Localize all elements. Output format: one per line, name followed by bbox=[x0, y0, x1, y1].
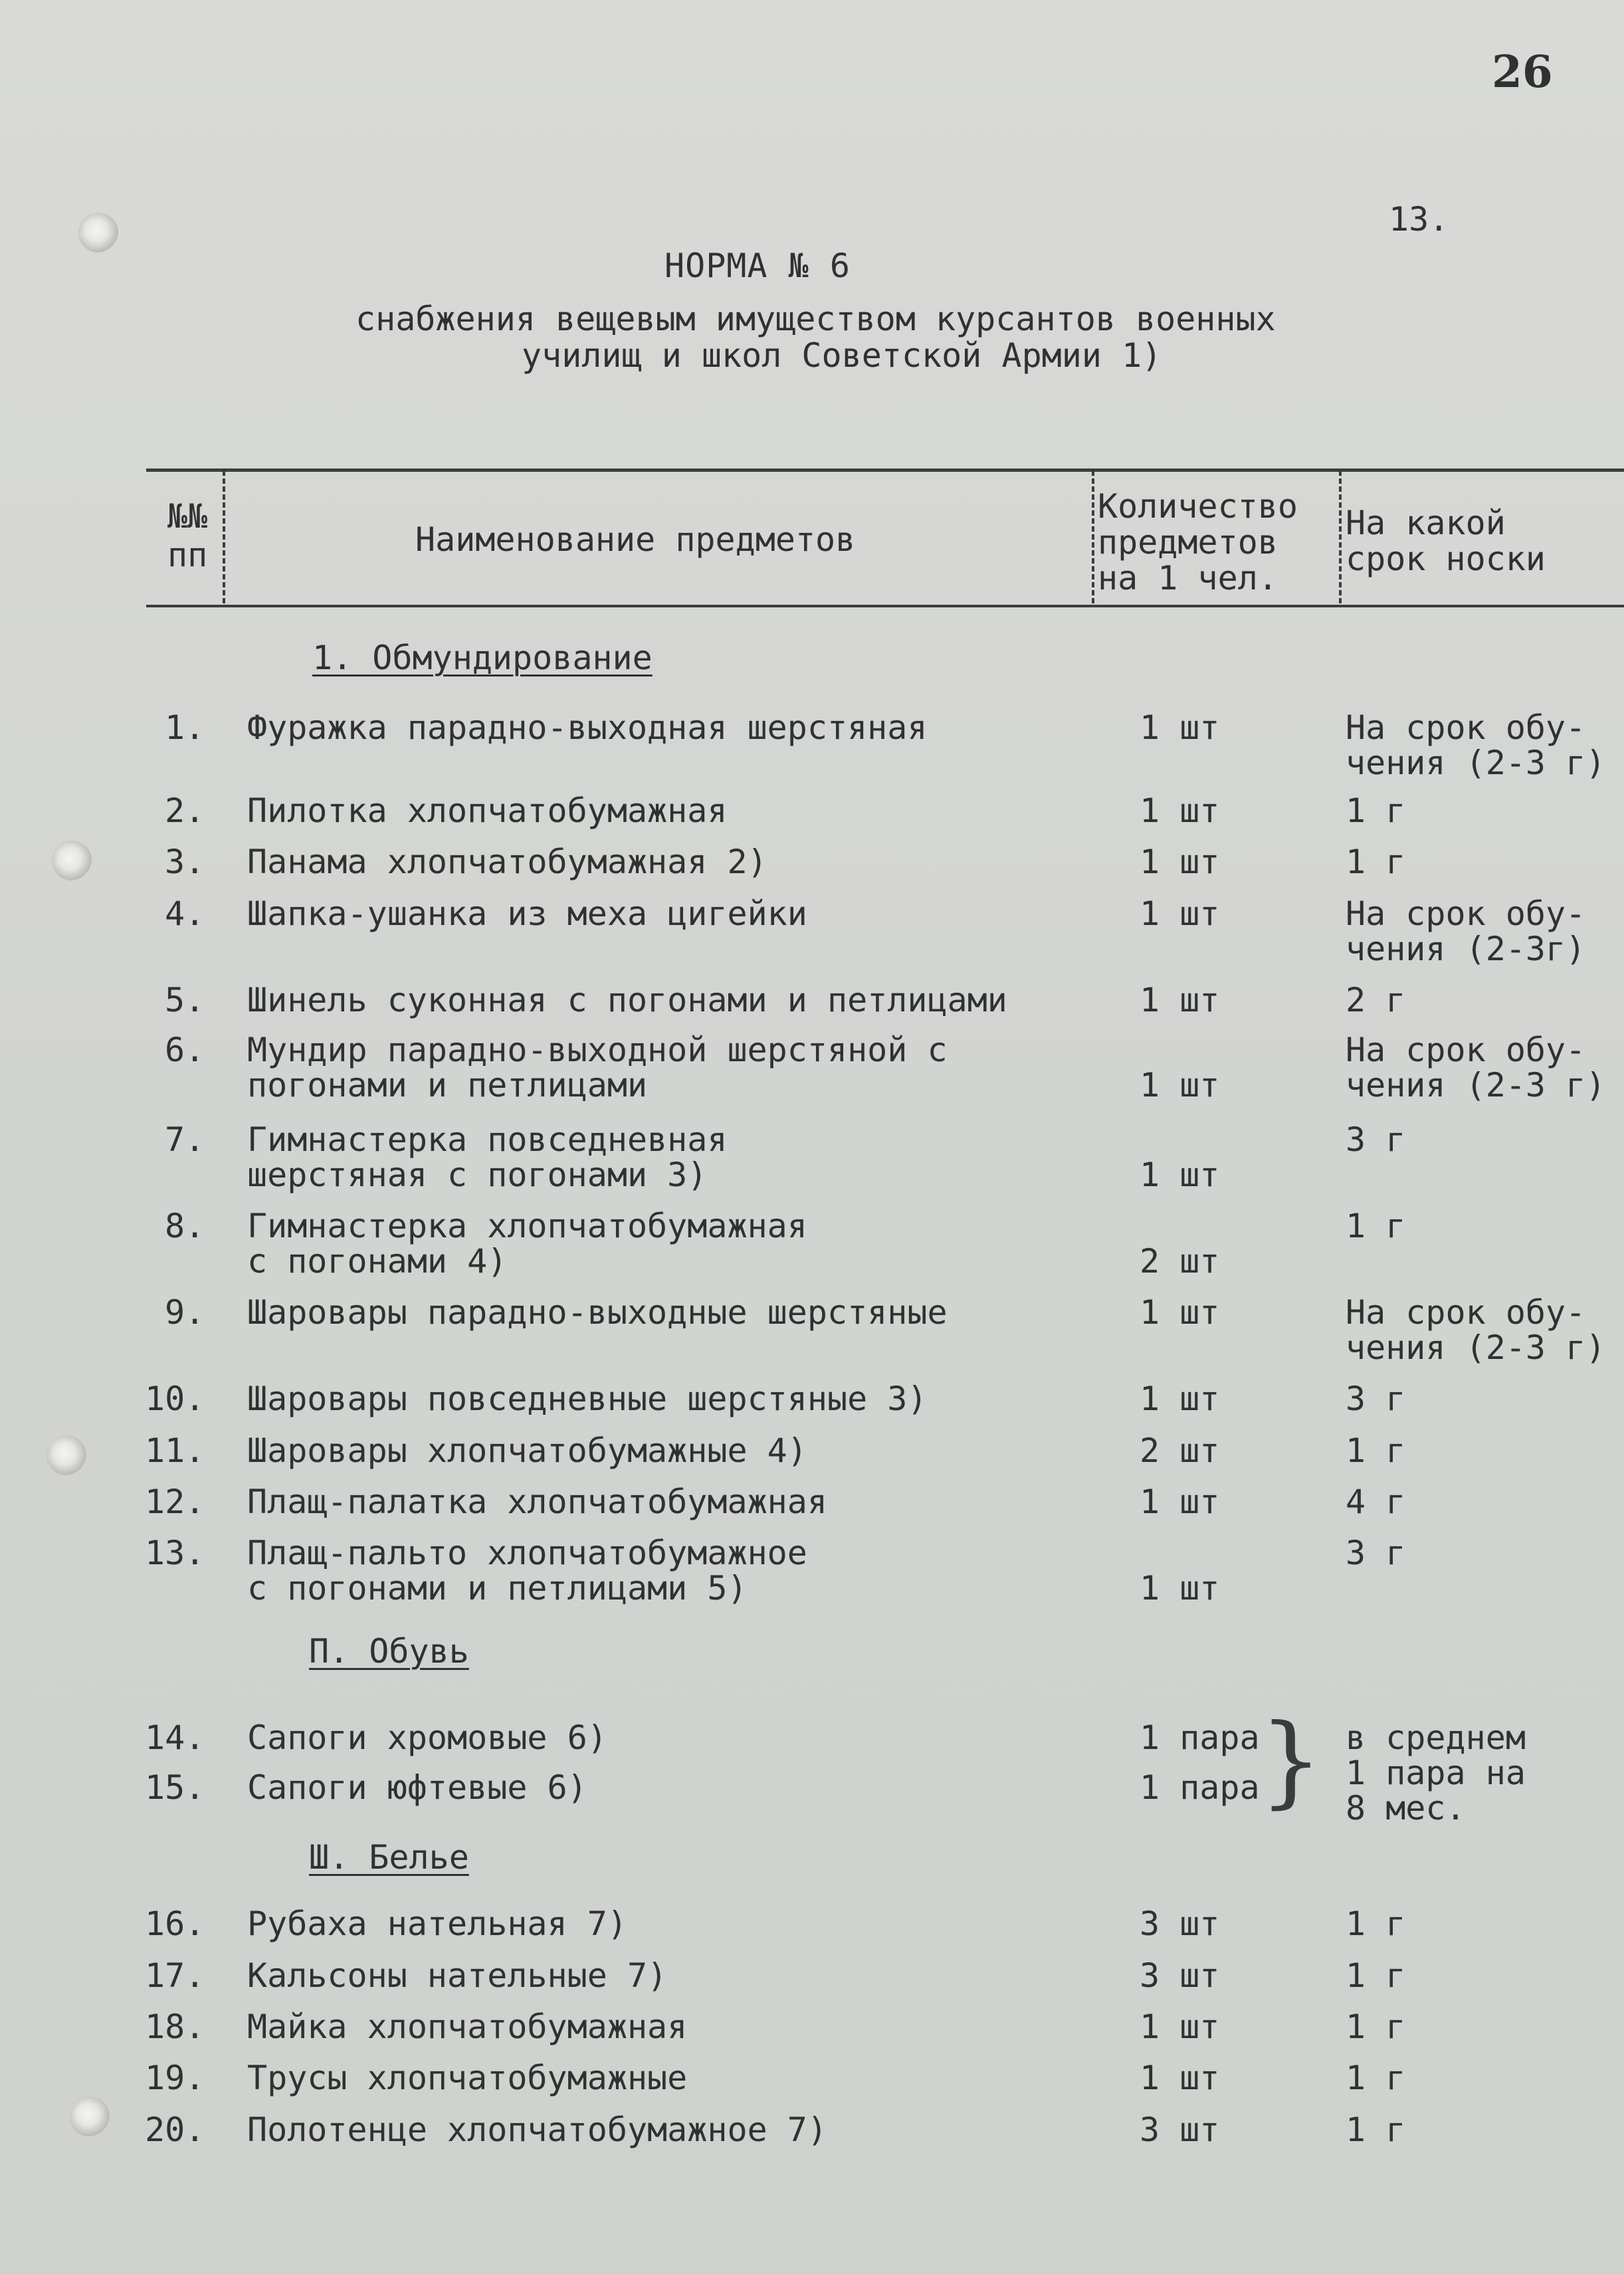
row-term-cont: чения (2-3 г) bbox=[1346, 744, 1606, 782]
row-term: 1 г bbox=[1346, 843, 1406, 881]
row-number: 2. bbox=[165, 791, 205, 830]
punch-hole bbox=[47, 1435, 86, 1475]
row-item-name: Панама хлопчатобумажная 2) bbox=[247, 843, 767, 881]
row-item-name: Плащ-пальто хлопчатобумажное bbox=[247, 1534, 807, 1572]
row-number: 17. bbox=[145, 1956, 205, 1995]
row-item-name-cont: погонами и петлицами bbox=[247, 1066, 648, 1104]
row-number: 3. bbox=[165, 843, 205, 881]
column-header-name: Наименование предметов bbox=[415, 520, 856, 559]
column-header-term-2: срок носки bbox=[1346, 540, 1546, 578]
row-quantity: 3 шт bbox=[1140, 1956, 1220, 1995]
row-quantity: 1 шт bbox=[1140, 1380, 1220, 1418]
table-header-bottom-rule bbox=[146, 605, 1624, 607]
row-number: 15. bbox=[145, 1768, 205, 1807]
row-number: 14. bbox=[145, 1718, 205, 1757]
table-top-rule bbox=[146, 468, 1624, 472]
row-item-name: Мундир парадно-выходной шерстяной с bbox=[247, 1031, 948, 1069]
row-quantity: 1 пара bbox=[1140, 1718, 1260, 1757]
row-quantity: 1 пара bbox=[1140, 1768, 1260, 1807]
row-term: 3 г bbox=[1346, 1534, 1406, 1572]
row-term: На срок обу- bbox=[1346, 1031, 1586, 1069]
boots-term-line2: 1 пара на bbox=[1346, 1754, 1526, 1792]
row-item-name: Кальсоны нательные 7) bbox=[247, 1956, 668, 1995]
column-divider bbox=[1339, 470, 1342, 603]
column-header-quantity-2: предметов bbox=[1098, 523, 1278, 562]
row-term: 1 г bbox=[1346, 2111, 1406, 2149]
row-number: 20. bbox=[145, 2111, 205, 2149]
punch-hole bbox=[52, 841, 92, 880]
boots-term-line3: 8 мес. bbox=[1346, 1789, 1466, 1827]
row-term: 3 г bbox=[1346, 1380, 1406, 1418]
row-item-name: Трусы хлопчатобумажные bbox=[247, 2059, 688, 2097]
row-item-name: Шаровары хлопчатобумажные 4) bbox=[247, 1431, 807, 1470]
punch-hole bbox=[78, 213, 118, 253]
column-divider bbox=[1092, 470, 1094, 603]
row-term: 1 г bbox=[1346, 2059, 1406, 2097]
row-item-name: Гимнастерка повседневная bbox=[247, 1120, 728, 1159]
row-number: 8. bbox=[165, 1207, 205, 1245]
row-number: 18. bbox=[145, 2008, 205, 2046]
column-header-quantity-3: на 1 чел. bbox=[1098, 559, 1278, 597]
row-item-name: Плащ-палатка хлопчатобумажная bbox=[247, 1483, 827, 1521]
row-quantity: 1 шт bbox=[1140, 2059, 1220, 2097]
row-number: 7. bbox=[165, 1120, 205, 1159]
row-number: 9. bbox=[165, 1293, 205, 1332]
row-item-name: Шинель суконная с погонами и петлицами bbox=[247, 981, 1007, 1019]
row-number: 13. bbox=[145, 1534, 205, 1572]
section-heading-uniform: 1. Обмундирование bbox=[312, 639, 653, 677]
row-item-name: Фуражка парадно-выходная шерстяная bbox=[247, 708, 928, 747]
row-item-name: Шаровары парадно-выходные шерстяные bbox=[247, 1293, 948, 1332]
row-number: 6. bbox=[165, 1031, 205, 1069]
document-subtitle-line2: училищ и школ Советской Армии 1) bbox=[522, 336, 1162, 375]
row-item-name-cont: с погонами 4) bbox=[247, 1242, 508, 1281]
row-term-cont: чения (2-3 г) bbox=[1346, 1328, 1606, 1367]
row-quantity: 1 шт bbox=[1140, 981, 1220, 1019]
row-quantity: 1 шт bbox=[1140, 1569, 1220, 1607]
row-quantity: 1 шт bbox=[1140, 708, 1220, 747]
row-quantity: 1 шт bbox=[1140, 2008, 1220, 2046]
section-heading-footwear: П. Обувь bbox=[309, 1632, 469, 1671]
document-subtitle-line1: снабжения вещевым имуществом курсантов военных bbox=[355, 300, 1276, 338]
row-term: 1 г bbox=[1346, 2008, 1406, 2046]
row-term: На срок обу- bbox=[1346, 894, 1586, 933]
brace-icon: } bbox=[1259, 1703, 1323, 1819]
row-item-name: Гимнастерка хлопчатобумажная bbox=[247, 1207, 807, 1245]
row-number: 10. bbox=[145, 1380, 205, 1418]
row-term: 2 г bbox=[1346, 981, 1406, 1019]
row-quantity: 1 шт bbox=[1140, 1066, 1220, 1104]
sheet-number: 26 bbox=[1492, 46, 1553, 98]
column-divider bbox=[223, 470, 225, 603]
row-number: 16. bbox=[145, 1905, 205, 1943]
row-quantity: 1 шт bbox=[1140, 1483, 1220, 1521]
row-quantity: 1 шт bbox=[1140, 791, 1220, 830]
row-quantity: 2 шт bbox=[1140, 1431, 1220, 1470]
row-item-name: Пилотка хлопчатобумажная bbox=[247, 791, 728, 830]
column-header-number-2: пп bbox=[167, 536, 208, 574]
row-term: На срок обу- bbox=[1346, 1293, 1586, 1332]
row-item-name: Шапка-ушанка из меха цигейки bbox=[247, 894, 807, 933]
punch-hole bbox=[70, 2097, 110, 2136]
row-item-name: Полотенце хлопчатобумажное 7) bbox=[247, 2111, 827, 2149]
row-number: 1. bbox=[165, 708, 205, 747]
row-quantity: 3 шт bbox=[1140, 2111, 1220, 2149]
row-term: 4 г bbox=[1346, 1483, 1406, 1521]
row-number: 12. bbox=[145, 1483, 205, 1521]
row-quantity: 1 шт bbox=[1140, 1156, 1220, 1194]
row-number: 11. bbox=[145, 1431, 205, 1470]
row-term: 1 г bbox=[1346, 1905, 1406, 1943]
row-number: 4. bbox=[165, 894, 205, 933]
row-quantity: 1 шт bbox=[1140, 1293, 1220, 1332]
row-item-name: Рубаха нательная 7) bbox=[247, 1905, 627, 1943]
row-quantity: 2 шт bbox=[1140, 1242, 1220, 1281]
row-quantity: 3 шт bbox=[1140, 1905, 1220, 1943]
row-item-name: Сапоги хромовые 6) bbox=[247, 1718, 607, 1757]
row-number: 19. bbox=[145, 2059, 205, 2097]
row-term-cont: чения (2-3г) bbox=[1346, 930, 1586, 968]
row-number: 5. bbox=[165, 981, 205, 1019]
row-term: 1 г bbox=[1346, 1956, 1406, 1995]
row-quantity: 1 шт bbox=[1140, 894, 1220, 933]
row-term: 1 г bbox=[1346, 1207, 1406, 1245]
row-term: На срок обу- bbox=[1346, 708, 1586, 747]
row-item-name-cont: шерстяная с погонами 3) bbox=[247, 1156, 708, 1194]
row-item-name: Сапоги юфтевые 6) bbox=[247, 1768, 587, 1807]
row-item-name-cont: с погонами и петлицами 5) bbox=[247, 1569, 748, 1607]
row-term: 1 г bbox=[1346, 791, 1406, 830]
column-header-quantity-1: Количество bbox=[1098, 487, 1298, 526]
column-header-term-1: На какой bbox=[1346, 504, 1506, 542]
row-item-name: Шаровары повседневные шерстяные 3) bbox=[247, 1380, 928, 1418]
page-number: 13. bbox=[1389, 200, 1449, 239]
section-heading-underwear: Ш. Белье bbox=[309, 1838, 469, 1877]
row-term: 3 г bbox=[1346, 1120, 1406, 1159]
row-term-cont: чения (2-3 г) bbox=[1346, 1066, 1606, 1104]
row-term: 1 г bbox=[1346, 1431, 1406, 1470]
row-item-name: Майка хлопчатобумажная bbox=[247, 2008, 688, 2046]
row-quantity: 1 шт bbox=[1140, 843, 1220, 881]
boots-term-line1: в среднем bbox=[1346, 1718, 1526, 1757]
document-title: НОРМА № 6 bbox=[664, 247, 851, 285]
column-header-number-1: №№ bbox=[167, 497, 208, 536]
